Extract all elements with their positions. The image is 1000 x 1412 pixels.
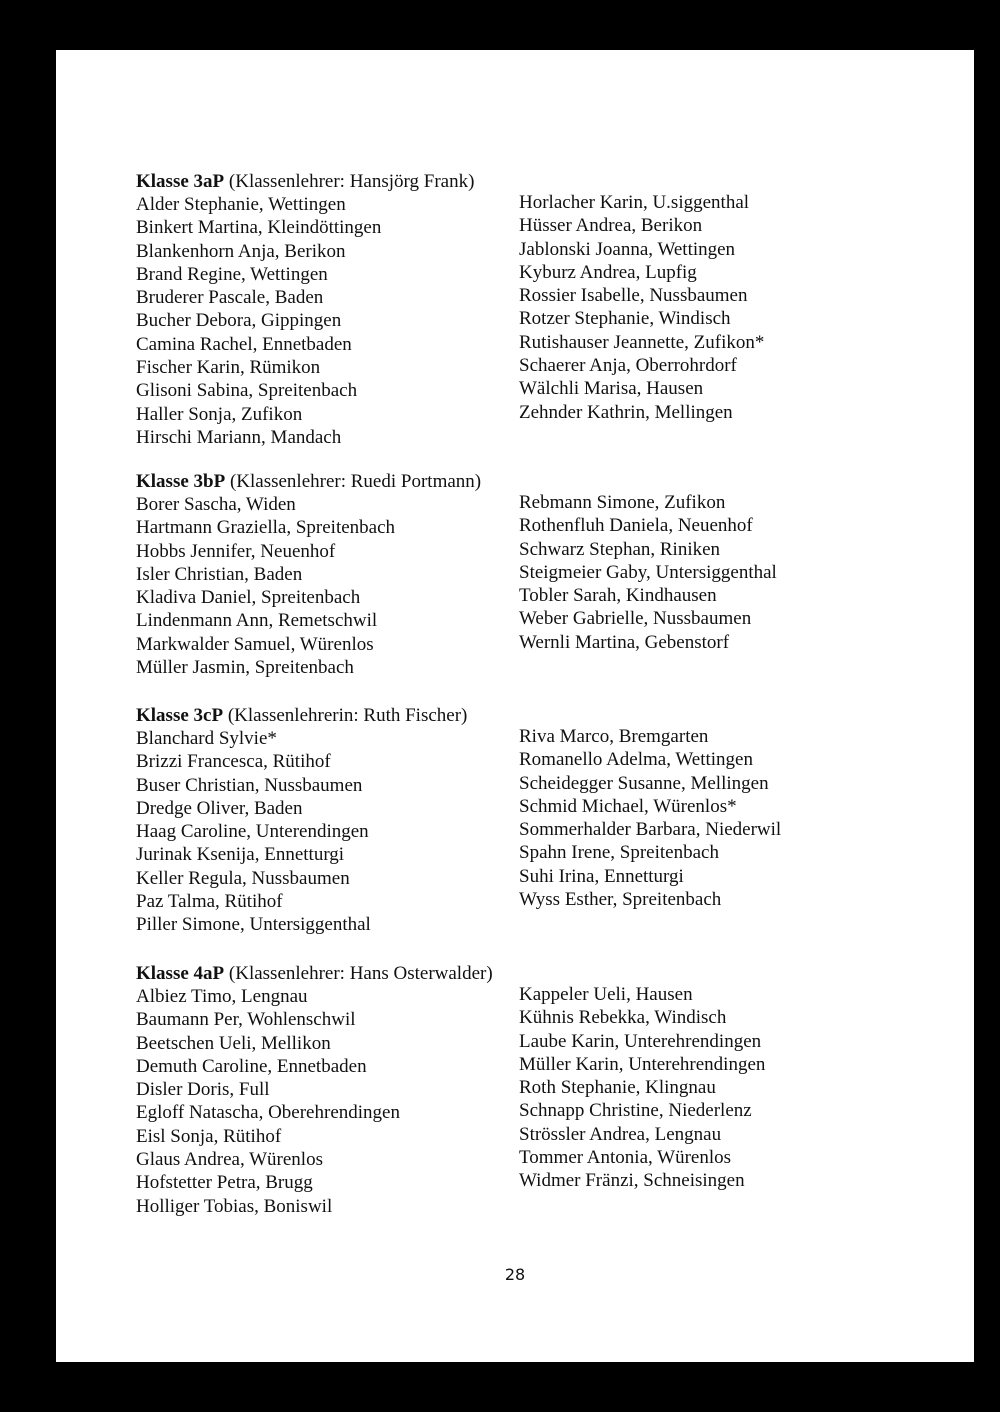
left-column [136,193,381,449]
student-entry: Rebmann Simone, Zufikon [519,492,726,513]
student-entry: Haller Sonja, Zufikon [136,403,303,425]
student-entry: Eisl Sonja, Rütihof [136,1125,282,1147]
class-heading [136,704,467,727]
student-entry: Steigmeier Gaby, Untersiggenthal [519,561,777,583]
student-entry: Beetschen Ueli, Mellikon [136,1032,331,1054]
student-entry: Albiez Timo, Lengnau [136,986,308,1007]
right-column [519,983,765,1193]
student-entry: Tommer Antonia, Würenlos [519,1147,732,1169]
class-teacher: (Klassenlehrer: Hans Osterwalder) [224,963,493,984]
student-entry: Lindenmann Ann, Remetschwil [136,610,378,632]
student-entry: Blanchard Sylvie* [136,728,277,749]
student-entry: Rotzer Stephanie, Windisch [519,308,731,330]
student-entry: Rossier Isabelle, Nussbaumen [519,285,748,307]
student-entry: Riva Marco, Bremgarten [519,726,709,747]
student-entry: Hüsser Andrea, Berikon [519,215,703,237]
student-entry: Keller Regula, Nussbaumen [136,867,350,889]
student-entry: Kappeler Ueli, Hausen [519,984,693,1005]
student-entry: Sommerhalder Barbara, Niederwil [519,819,782,841]
student-entry: Tobler Sarah, Kindhausen [519,585,717,607]
student-entry: Alder Stephanie, Wettingen [136,194,346,215]
student-entry: Bucher Debora, Gippingen [136,310,342,332]
class-label: Klasse 3aP [136,171,225,192]
left-column [136,985,400,1218]
left-column [136,493,395,679]
student-entry: Suhi Irina, Ennetturgi [519,865,684,887]
student-entry: Kühnis Rebekka, Windisch [519,1007,727,1029]
student-entry: Isler Christian, Baden [136,563,303,585]
student-entry: Rutishauser Jeannette, Zufikon* [519,331,765,353]
student-entry: Brizzi Francesca, Rütihof [136,751,331,773]
student-entry: Strössler Andrea, Lengnau [519,1123,722,1145]
page-number: 28 [504,1265,526,1284]
student-entry: Piller Simone, Untersiggenthal [136,914,371,936]
student-entry: Kyburz Andrea, Lupfig [519,261,697,283]
class-label: Klasse 3bP [136,471,226,492]
student-entry: Glisoni Sabina, Spreitenbach [136,380,358,402]
student-entry: Schnapp Christine, Niederlenz [519,1100,752,1122]
student-entry: Baumann Per, Wohlenschwil [136,1009,356,1031]
student-entry: Müller Karin, Unterehrendingen [519,1053,766,1075]
class-heading [136,470,481,493]
left-column [136,727,371,937]
student-entry: Egloff Natascha, Oberehrendingen [136,1102,400,1124]
student-entry: Buser Christian, Nussbaumen [136,774,363,796]
class-label: Klasse 4aP [136,963,225,984]
document-page [56,50,974,1362]
student-entry: Müller Jasmin, Spreitenbach [136,657,354,679]
student-entry: Disler Doris, Full [136,1079,270,1101]
right-column [519,491,777,654]
student-entry: Wernli Martina, Gebenstorf [519,631,730,653]
student-entry: Camina Rachel, Ennetbaden [136,333,352,355]
student-entry: Glaus Andrea, Würenlos [136,1149,323,1171]
right-column [519,191,764,424]
student-entry: Hobbs Jennifer, Neuenhof [136,540,336,562]
student-entry: Spahn Irene, Spreitenbach [519,842,719,864]
student-entry: Binkert Martina, Kleindöttingen [136,217,382,239]
student-entry: Laube Karin, Unterehrendingen [519,1030,762,1052]
right-column [519,725,781,911]
student-entry: Brand Regine, Wettingen [136,263,328,285]
student-entry: Demuth Caroline, Ennetbaden [136,1055,367,1077]
class-heading [136,170,474,193]
student-entry: Fischer Karin, Rümikon [136,357,321,379]
class-heading [136,962,493,985]
student-entry: Roth Stephanie, Klingnau [519,1077,716,1099]
student-entry: Paz Talma, Rütihof [136,891,283,913]
class-teacher: (Klassenlehrerin: Ruth Fischer) [223,705,468,726]
class-teacher: (Klassenlehrer: Hansjörg Frank) [224,171,475,192]
student-entry: Holliger Tobias, Boniswil [136,1195,333,1217]
student-entry: Haag Caroline, Unterendingen [136,821,369,843]
student-entry: Schaerer Anja, Oberrohrdorf [519,355,737,377]
student-entry: Schmid Michael, Würenlos* [519,795,737,817]
student-entry: Blankenhorn Anja, Berikon [136,240,346,262]
student-entry: Wyss Esther, Spreitenbach [519,889,722,911]
student-entry: Jurinak Ksenija, Ennetturgi [136,844,345,866]
student-entry: Scheidegger Susanne, Mellingen [519,772,769,794]
student-entry: Borer Sascha, Widen [136,494,296,515]
student-entry: Dredge Oliver, Baden [136,797,303,819]
student-entry: Hirschi Mariann, Mandach [136,426,342,448]
student-entry: Widmer Fränzi, Schneisingen [519,1170,745,1192]
student-entry: Weber Gabrielle, Nussbaumen [519,608,752,630]
student-entry: Zehnder Kathrin, Mellingen [519,401,733,423]
student-entry: Rothenfluh Daniela, Neuenhof [519,515,753,537]
class-label: Klasse 3cP [136,705,224,726]
student-entry: Romanello Adelma, Wettingen [519,749,753,771]
student-entry: Wälchli Marisa, Hausen [519,378,704,400]
student-entry: Hartmann Graziella, Spreitenbach [136,517,396,539]
student-entry: Schwarz Stephan, Riniken [519,538,721,560]
student-entry: Hofstetter Petra, Brugg [136,1172,313,1194]
student-entry: Bruderer Pascale, Baden [136,287,324,309]
student-entry: Kladiva Daniel, Spreitenbach [136,587,361,609]
student-entry: Horlacher Karin, U.siggenthal [519,192,750,213]
class-teacher: (Klassenlehrer: Ruedi Portmann) [225,471,482,492]
student-entry: Jablonski Joanna, Wettingen [519,238,736,260]
student-entry: Markwalder Samuel, Würenlos [136,633,374,655]
